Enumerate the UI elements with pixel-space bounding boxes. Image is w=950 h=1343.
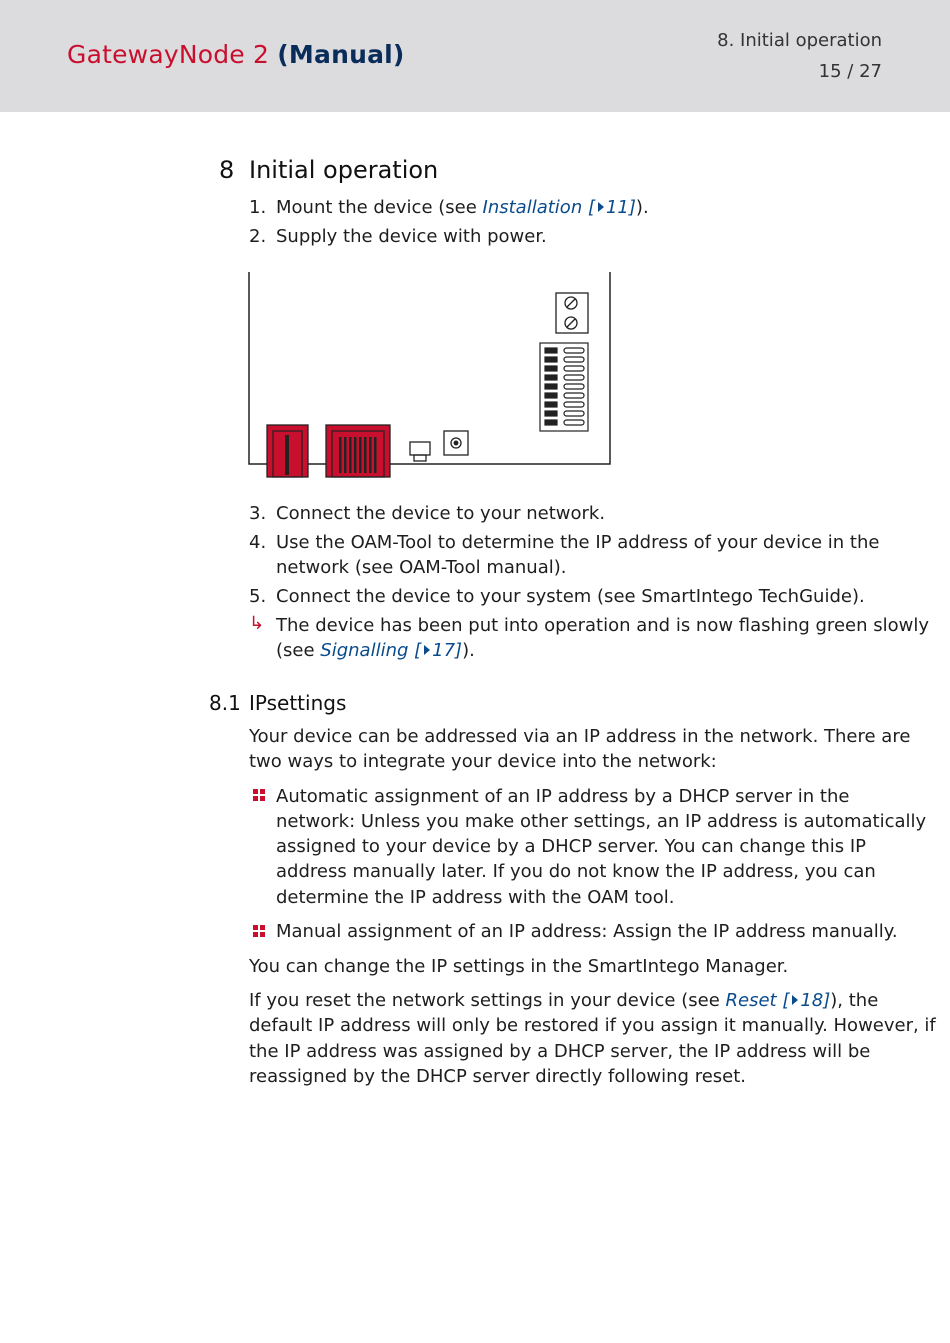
- reset-paragraph-line: the IP address was assigned by a DHCP server, the IP address will be: [249, 1041, 871, 1062]
- result-arrow-icon: ↳: [249, 613, 265, 634]
- reset-button-icon: [444, 431, 468, 455]
- reset-text-part: ), the: [830, 990, 879, 1011]
- step-text-line: network (see OAM-Tool manual).: [276, 557, 567, 578]
- link-label: Signalling [: [320, 640, 422, 661]
- reset-link[interactable]: [726, 990, 831, 1011]
- link-label: Reset [: [725, 990, 790, 1011]
- installation-link[interactable]: [483, 197, 636, 218]
- section-title: Initial operation: [249, 156, 439, 184]
- bullet-line: assigned to your device by a DHCP server. You can change this IP: [276, 836, 867, 857]
- manager-paragraph: You can change the IP settings in the SmartIntego Manager.: [249, 956, 789, 977]
- link-arrow-icon: [598, 202, 604, 212]
- header-page-number: 15 / 27: [818, 61, 882, 82]
- result-text-part: (see: [276, 640, 321, 661]
- step-text-line: Use the OAM-Tool to determine the IP address of your device in the: [276, 532, 880, 553]
- step-text: Connect the device to your network.: [276, 503, 606, 524]
- terminal-block-icon: [556, 293, 588, 333]
- link-arrow-icon: [424, 645, 430, 655]
- signalling-link[interactable]: [320, 640, 462, 661]
- result-text-part: ).: [462, 640, 475, 661]
- brand-product: GatewayNode 2: [67, 40, 270, 69]
- result-text-line: [276, 638, 475, 663]
- link-ref: 11]: [605, 197, 636, 218]
- step-number: 4.: [249, 532, 267, 553]
- intro-line: Your device can be addressed via an IP address in the network. There are: [249, 726, 911, 747]
- brand-title: [67, 40, 405, 69]
- page-header: [0, 0, 950, 112]
- header-chapter: 8. Initial operation: [717, 30, 882, 51]
- step-text-part: Mount the device (see: [276, 197, 483, 218]
- step-text: [276, 195, 649, 220]
- usb-port-icon: [410, 442, 430, 461]
- step-number: 2.: [249, 226, 267, 247]
- section-number: 8: [219, 156, 235, 184]
- reset-paragraph-line: [249, 988, 878, 1013]
- reset-paragraph-line: reassigned by the DHCP server directly following reset.: [249, 1066, 747, 1087]
- step-number: 1.: [249, 197, 267, 218]
- power-connector-icon: [267, 425, 308, 477]
- intro-line: two ways to integrate your device into the network:: [249, 751, 717, 772]
- link-ref: 18]: [800, 990, 831, 1011]
- bullet-line: Manual assignment of an IP address: Assign the IP address manually.: [276, 921, 898, 942]
- link-label: Installation [: [482, 197, 595, 218]
- reset-paragraph-line: default IP address will only be restored if you assign it manually. However, if: [249, 1015, 936, 1036]
- bullet-icon: [253, 789, 265, 801]
- step-number: 3.: [249, 503, 267, 524]
- step-text-part: ).: [635, 197, 649, 218]
- subsection-title: IPsettings: [249, 691, 347, 715]
- bullet-line: network: Unless you make other settings, an IP address is automatically: [276, 811, 927, 832]
- result-text-line: The device has been put into operation and is now flashing green slowly: [276, 615, 929, 636]
- reset-text-part: If you reset the network settings in your device (see: [249, 990, 726, 1011]
- step-number: 5.: [249, 586, 267, 607]
- step-text: Supply the device with power.: [276, 226, 547, 247]
- bullet-line: address manually later. If you do not know the IP address, you can: [276, 861, 876, 882]
- dip-switch-icon: [540, 343, 588, 431]
- bullet-icon: [253, 925, 265, 937]
- network-port-icon: [326, 425, 390, 477]
- bullet-line: determine the IP address with the OAM tool.: [276, 887, 675, 908]
- brand-manual: (Manual): [277, 40, 405, 69]
- link-arrow-icon: [792, 995, 798, 1005]
- link-ref: 17]: [432, 640, 463, 661]
- bullet-line: Automatic assignment of an IP address by a DHCP server in the: [276, 786, 850, 807]
- step-text: Connect the device to your system (see SmartIntego TechGuide).: [276, 586, 865, 607]
- subsection-number: 8.1: [209, 691, 241, 715]
- device-diagram: [246, 270, 614, 482]
